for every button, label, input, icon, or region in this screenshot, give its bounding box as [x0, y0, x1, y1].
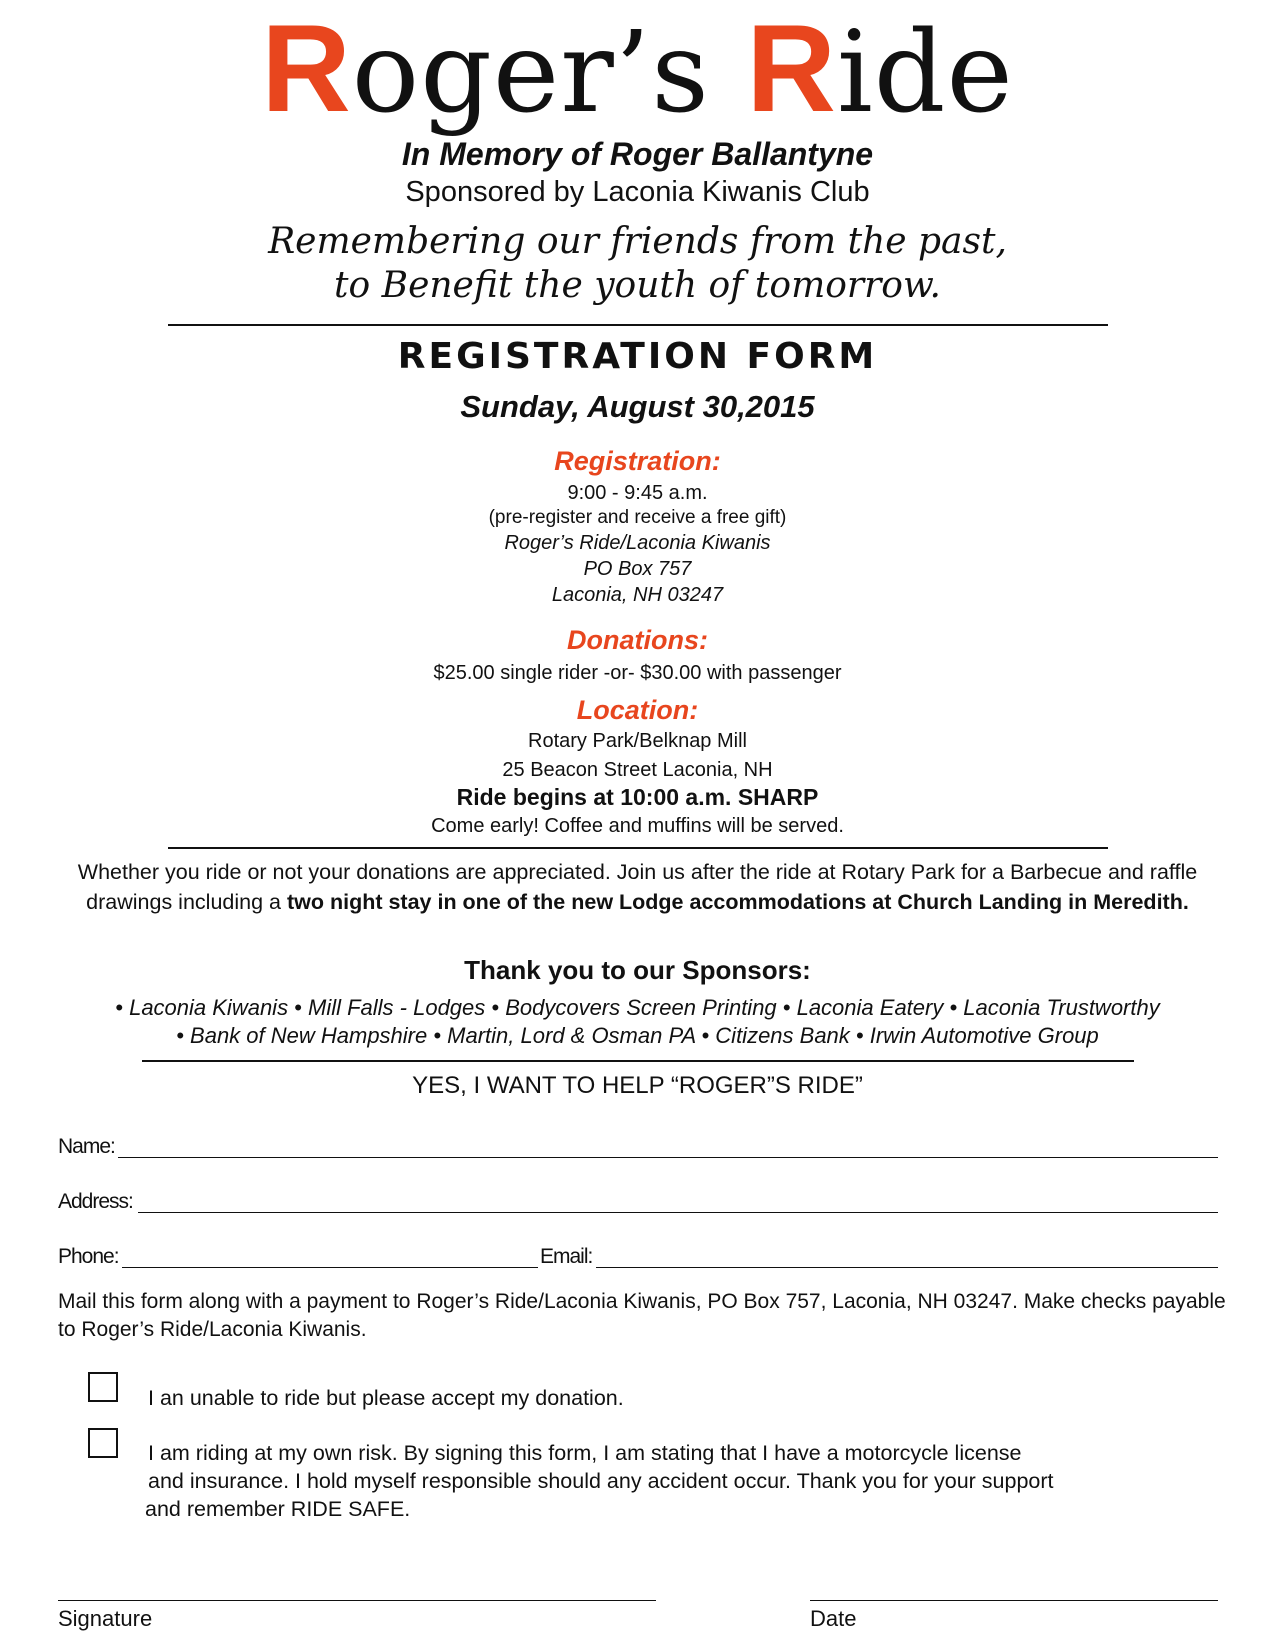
divider-top [168, 324, 1108, 326]
tagline [0, 220, 1275, 308]
help-heading: YES, I WANT TO HELP “ROGER”S RIDE” [412, 1072, 863, 1099]
sponsored-by: Sponsored by Laconia Kiwanis Club [405, 176, 870, 208]
registration-time: 9:00 - 9:45 a.m. [567, 482, 708, 504]
registration-address-1: Roger’s Ride/Laconia Kiwanis [504, 532, 771, 554]
own-risk-checkbox[interactable] [88, 1428, 118, 1458]
signature-label: Signature [58, 1606, 153, 1631]
come-early: Come early! Coffee and muffins will be served. [431, 815, 844, 837]
form-title: REGISTRATION FORM [397, 336, 878, 377]
phone-field[interactable] [122, 1267, 538, 1268]
own-risk-label-3: and remember RIDE SAFE. [145, 1497, 411, 1521]
date-field[interactable] [810, 1600, 1218, 1601]
ride-begins: Ride begins at 10:00 a.m. SHARP [456, 784, 819, 810]
name-label: Name: [58, 1135, 115, 1158]
event-date: Sunday, August 30,2015 [460, 389, 815, 424]
name-field[interactable] [118, 1157, 1218, 1158]
donations-text: $25.00 single rider -or- $30.00 with passenger [433, 662, 842, 684]
title-letter-r2: R [746, 0, 837, 138]
location-place: Rotary Park/Belknap Mill [528, 730, 747, 752]
email-label: Email: [540, 1245, 593, 1268]
sponsors-heading: Thank you to our Sponsors: [464, 955, 811, 985]
title-text-2: ide [836, 8, 1014, 138]
email-field[interactable] [596, 1267, 1218, 1268]
location-heading: Location: [576, 695, 699, 725]
registration-address-2: PO Box 757 [583, 558, 692, 580]
donation-only-checkbox[interactable] [88, 1372, 118, 1402]
sponsors-line-2: • Bank of New Hampshire • Martin, Lord & Osman PA • Citizens Bank • Irwin Automotive Group [176, 1023, 1099, 1048]
sponsors-list [40, 994, 1235, 1050]
invitation-prize: two night stay in one of the new Lodge accommodations at Church Landing in Meredith. [286, 890, 1189, 914]
registration-note: (pre-register and receive a free gift) [488, 507, 787, 528]
event-title [0, 0, 1275, 138]
date-label: Date [810, 1606, 857, 1631]
divider-middle [168, 847, 1108, 849]
sponsors-line-1: • Laconia Kiwanis • Mill Falls - Lodges • Bodycovers Screen Printing • Laconia Eatery • Laconia Trustworthy [115, 995, 1160, 1020]
tagline-line-2: to Benefit the youth of tomorrow. [334, 265, 941, 306]
mail-instructions: Mail this form along with a payment to Roger’s Ride/Laconia Kiwanis, PO Box 757, Laconia, NH 03247. Make checks payable to Roger’s Ride/Laconia Kiwanis. [58, 1290, 1226, 1341]
address-label: Address: [58, 1190, 133, 1213]
signature-field[interactable] [58, 1600, 656, 1601]
phone-label: Phone: [58, 1245, 119, 1268]
own-risk-label-2: and insurance. I hold myself responsible should any accident occur. Thank you for your support [148, 1469, 1054, 1493]
invitation-text: Whether you ride or not your donations are appreciated. Join us after the ride at Rotary Park for a Barbecue and raffle drawings including a [77, 860, 1198, 914]
invitation-paragraph [60, 857, 1215, 917]
address-field[interactable] [138, 1212, 1218, 1213]
memorial-line: In Memory of Roger Ballantyne [401, 136, 874, 172]
donations-heading: Donations: [567, 625, 708, 655]
registration-heading: Registration: [554, 446, 721, 476]
title-letter-r1: R [261, 0, 352, 138]
own-risk-label-1: I am riding at my own risk. By signing this form, I am stating that I have a motorcycle license [148, 1441, 1022, 1465]
location-street: 25 Beacon Street Laconia, NH [502, 759, 773, 781]
donation-only-label: I an unable to ride but please accept my donation. [148, 1386, 624, 1410]
registration-address-3: Laconia, NH 03247 [551, 584, 724, 606]
tagline-line-1: Remembering our friends from the past, [268, 221, 1007, 262]
divider-sponsors [142, 1060, 1134, 1062]
title-text-1: oger’s [351, 8, 747, 138]
